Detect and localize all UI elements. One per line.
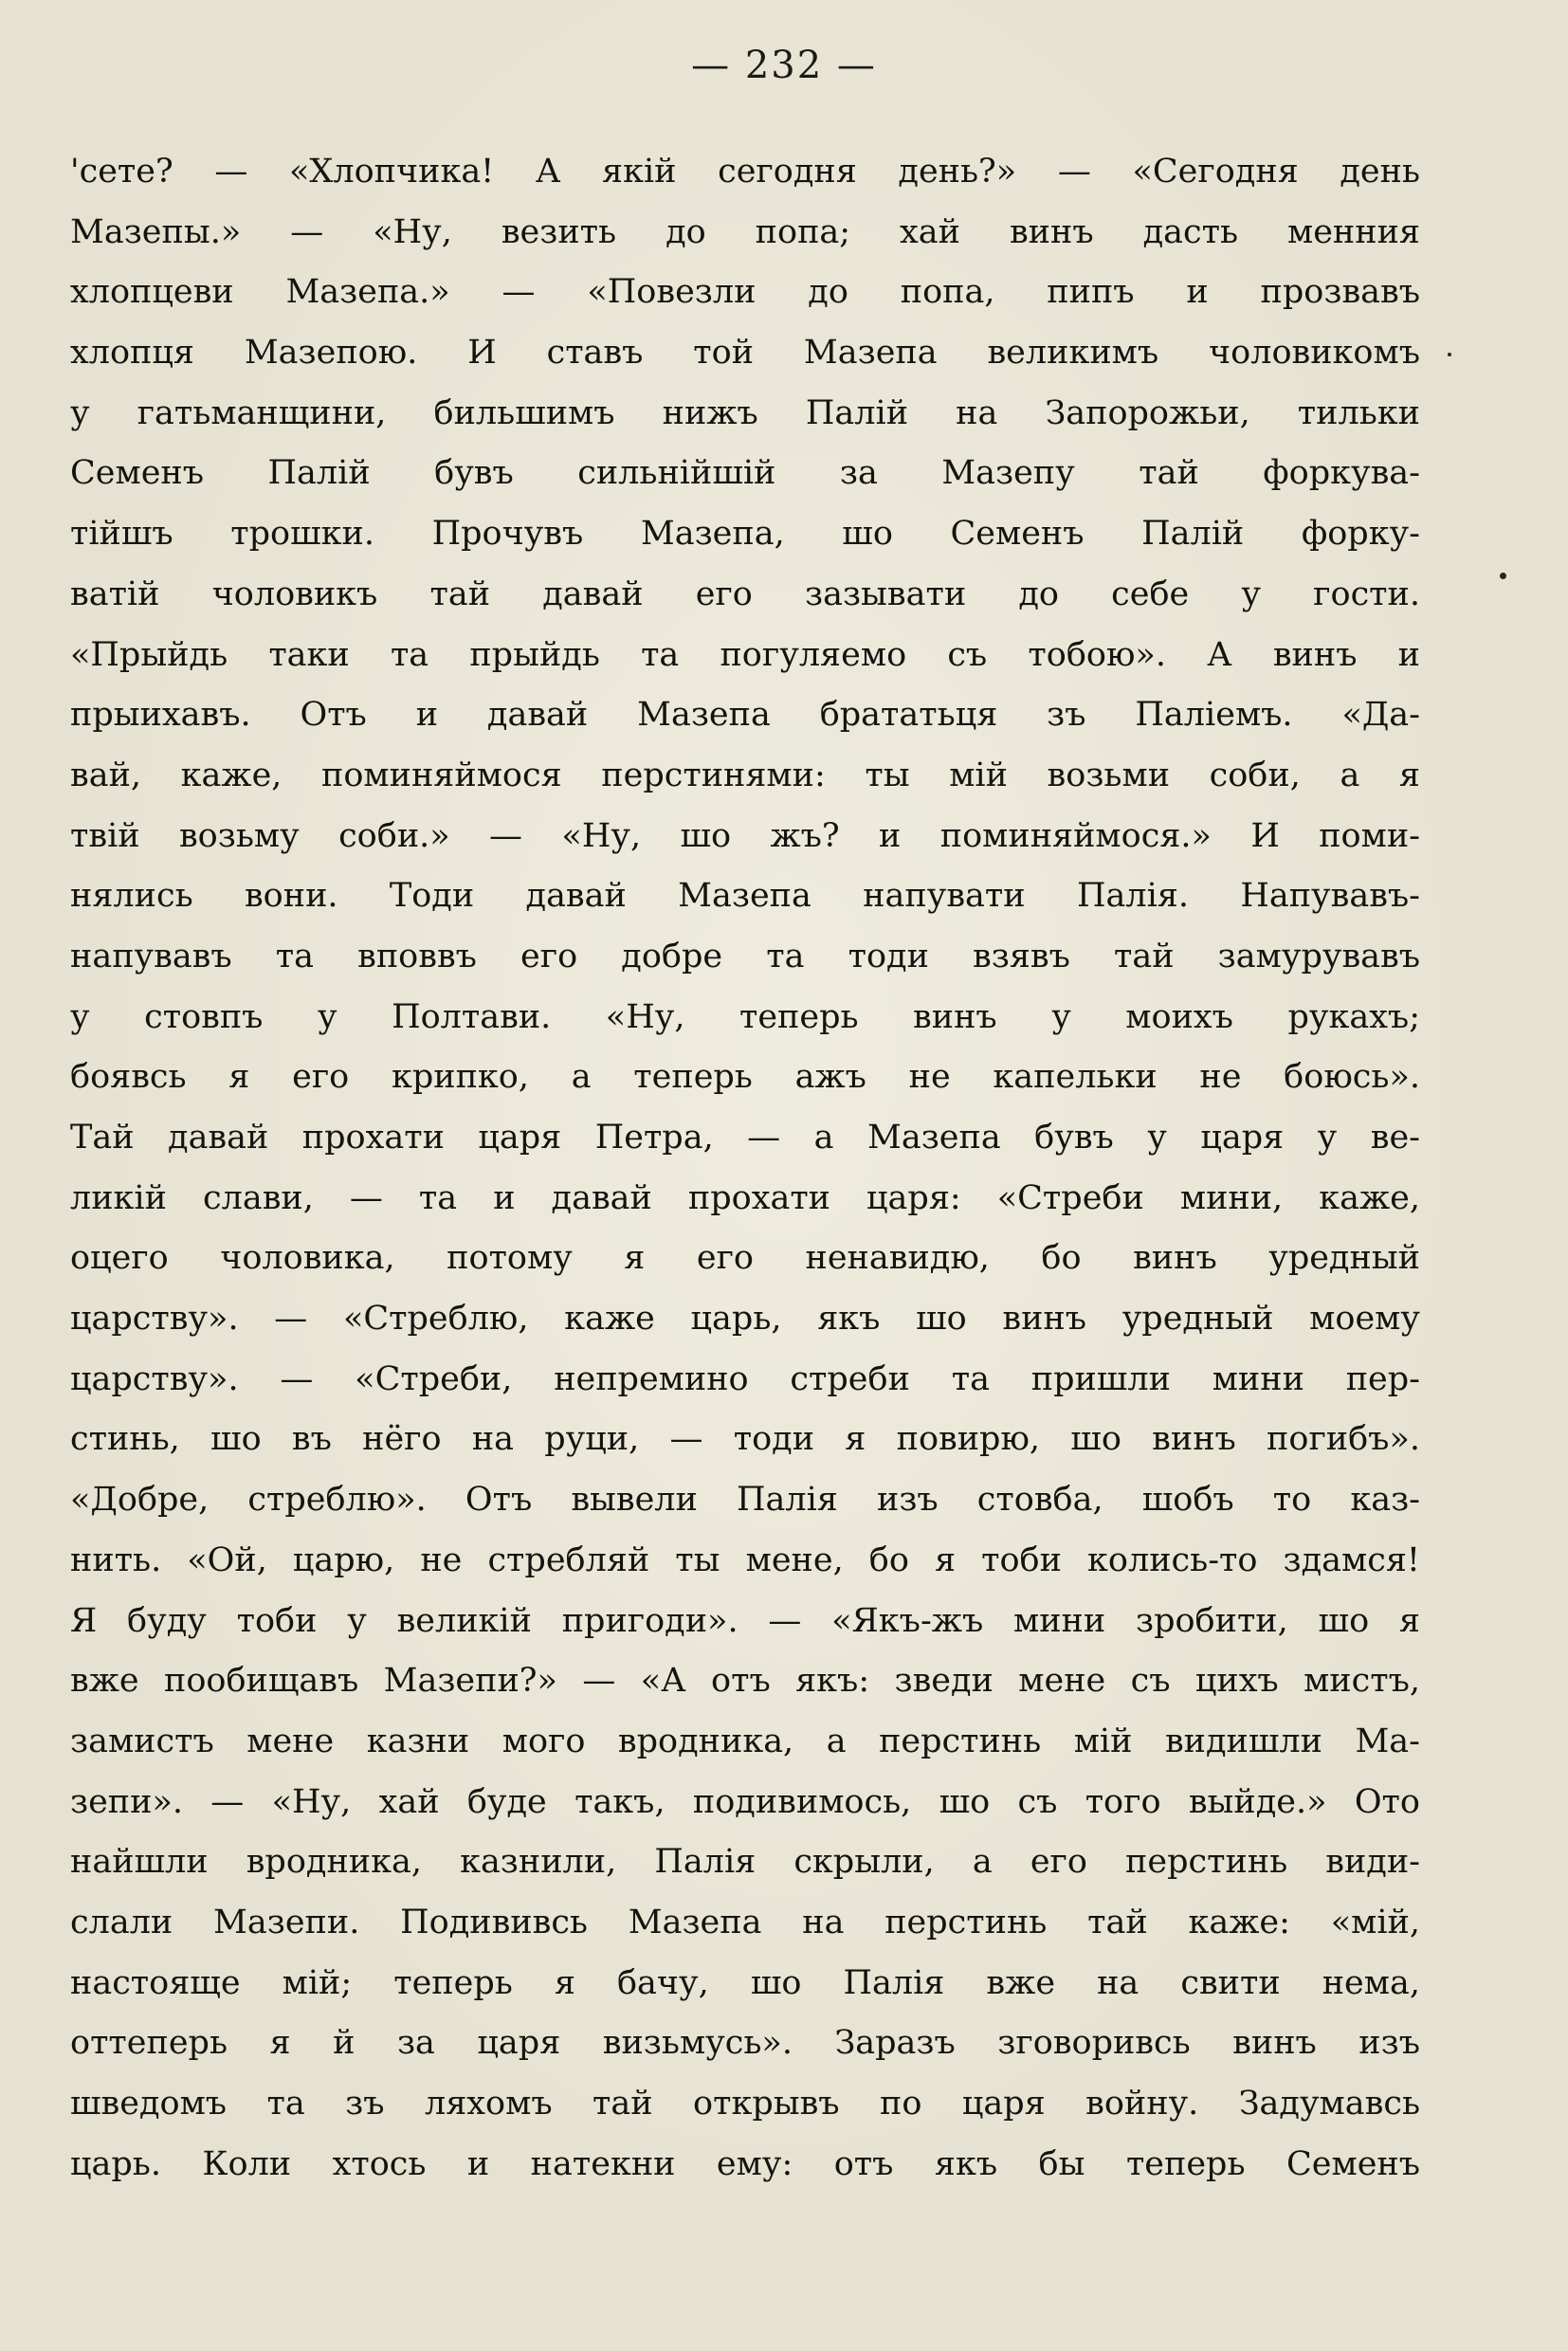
text-line: Я буду тоби у великій пригоди». — «Якъ-жъ мини зробити, шо я [70, 1601, 1420, 1640]
text-line: Мазепы.» — «Ну, везить до попа; хай винъ дасть менния [70, 212, 1420, 251]
text-line: нялись вони. Тоди давай Мазепа напувати Палія. Напувавъ- [70, 877, 1420, 916]
text-line: настояще мій; теперь я бачу, шо Палія вже на свити нема, [70, 1963, 1420, 2002]
text-line: хлопця Мазепою. И ставъ той Мазепа великимъ чоловикомъ [70, 334, 1420, 373]
text-line: замистъ мене казни мого вродника, а перстинь мій видишли Ма- [70, 1722, 1420, 1760]
text-line: Семенъ Палій бувъ сильнійшій за Мазепу тай форкува- [70, 454, 1420, 493]
text-line: вай, каже, поминяймося перстинями: ты мій возьми соби, а я [70, 756, 1420, 794]
text-line: твій возьму соби.» — «Ну, шо жъ? и поминяймося.» И поми- [70, 816, 1420, 855]
paper-speck [1500, 573, 1506, 579]
page-number: — 232 — [691, 44, 877, 87]
text-line: стинь, шо въ нёго на руци, — тоди я повирю, шо винъ погибъ». [70, 1420, 1420, 1459]
paper-speck [1448, 353, 1451, 356]
text-line: вже пообищавъ Мазепи?» — «А отъ якъ: зведи мене съ цихъ мистъ, [70, 1662, 1420, 1701]
body-text [70, 142, 1420, 2195]
text-line: ватій чоловикъ тай давай его зазывати до себе у гости. [70, 574, 1420, 613]
text-line: прыихавъ. Отъ и давай Мазепа брататьця зъ Паліемъ. «Да- [70, 696, 1420, 735]
text-line: ликій слави, — та и давай прохати царя: «Стреби мини, каже, [70, 1178, 1420, 1217]
text-line: Тай давай прохати царя Петра, — а Мазепа бувъ у царя у ве- [70, 1119, 1420, 1157]
text-line: у гатьманщини, бильшимъ нижъ Палій на Запорожьи, тильки [70, 393, 1420, 432]
text-line: боявсь я его крипко, а теперь ажъ не капельки не боюсь». [70, 1058, 1420, 1097]
text-line: царству». — «Стреби, непремино стреби та пришли мини пер- [70, 1359, 1420, 1398]
text-line: оцего чоловика, потому я его ненавидю, бо винъ уредный [70, 1239, 1420, 1278]
text-line: оттеперь я й за царя визьмусь». Заразъ зговоривсь винъ изъ [70, 2024, 1420, 2063]
text-line: царь. Коли хтось и натекни ему: отъ якъ бы теперь Семенъ [70, 2144, 1420, 2183]
text-line: найшли вродника, казнили, Палія скрыли, а его перстинь види- [70, 1843, 1420, 1882]
text-line: «Добре, стреблю». Отъ вывели Палія изъ стовба, шобъ то каз- [70, 1481, 1420, 1520]
text-line: шведомъ та зъ ляхомъ тай открывъ по царя войну. Задумавсь [70, 2085, 1420, 2123]
text-line: тійшъ трошки. Прочувъ Мазепа, шо Семенъ Палій форку- [70, 515, 1420, 554]
text-line: царству». — «Стреблю, каже царь, якъ шо винъ уредный моему [70, 1300, 1420, 1339]
text-line: нить. «Ой, царю, не стребляй ты мене, бо я тоби колись-то здамся! [70, 1540, 1420, 1579]
text-line: «Прыйдь таки та прыйдь та погуляемо съ тобою». А винъ и [70, 635, 1420, 674]
text-line: зепи». — «Ну, хай буде такъ, подивимось, шо съ того выйде.» Ото [70, 1782, 1420, 1821]
text-line: слали Мазепи. Подививсь Мазепа на перстинь тай каже: «мій, [70, 1903, 1420, 1941]
text-line: хлопцеви Мазепа.» — «Повезли до попа, пипъ и прозвавъ [70, 273, 1420, 312]
text-line: у стовпъ у Полтави. «Ну, теперь винъ у моихъ рукахъ; [70, 997, 1420, 1036]
text-line: 'сете? — «Хлопчика! А якій сегодня день?» — «Сегодня день [70, 153, 1420, 191]
text-line: напувавъ та вповвъ его добре та тоди взявъ тай замурувавъ [70, 937, 1420, 975]
